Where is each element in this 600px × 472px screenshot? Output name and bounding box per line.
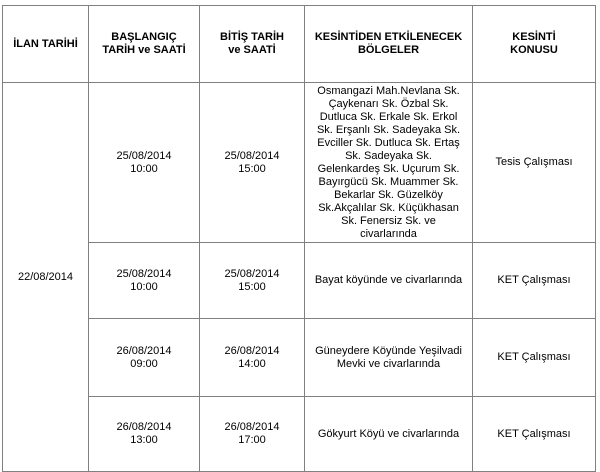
table-row: [3, 83, 596, 243]
text-line: 13:00: [130, 434, 158, 446]
start-datetime: [89, 319, 200, 397]
header-affected-areas: [305, 6, 473, 83]
text-line: Bayat köyünde ve civarlarında: [314, 274, 463, 286]
text-line: Sk. Fenersiz Sk. ve: [341, 214, 436, 227]
text-line: KET Çalışması: [497, 351, 571, 363]
text-line: 26/08/2014: [224, 421, 280, 433]
header-outage-reason: [473, 6, 596, 83]
end-datetime: [200, 243, 305, 319]
affected-areas: [305, 319, 473, 397]
text-line: Mevki ve civarlarında: [336, 357, 441, 370]
start-datetime: [89, 397, 200, 472]
text-line: 09:00: [130, 357, 158, 370]
text-line: 15:00: [238, 280, 266, 293]
end-datetime: [200, 397, 305, 472]
text-line: Dutluca Sk. Erkale Sk. Erkol: [319, 110, 458, 123]
outage-reason: [473, 243, 596, 319]
header-start-datetime: [89, 6, 200, 83]
text-line: İLAN TARİHİ: [13, 37, 78, 50]
text-line: 26/08/2014: [224, 344, 280, 357]
text-line: 25/08/2014: [224, 267, 280, 280]
start-datetime: [89, 243, 200, 319]
affected-areas: [305, 243, 473, 319]
text-line: Bekarlar Sk. Güzelköy: [334, 188, 443, 201]
text-line: Evciller Sk. Dutluca Sk. Ertaş: [317, 136, 460, 149]
text-line: civarlarında: [360, 227, 417, 240]
power-outage-table: [2, 5, 596, 472]
outage-table-wrapper: [2, 5, 596, 472]
text-line: Güneydere Köyünde Yeşilvadi: [315, 344, 462, 357]
text-line: TARİH ve SAATİ: [102, 44, 186, 56]
table-row: [3, 243, 596, 319]
start-datetime: [89, 83, 200, 243]
text-line: Çaykenarı Sk. Özbal Sk.: [328, 97, 449, 110]
text-line: 25/08/2014: [116, 149, 172, 162]
text-line: Tesis Çalışması: [495, 156, 573, 168]
text-line: 17:00: [238, 434, 266, 446]
table-row: [3, 319, 596, 397]
text-line: 25/08/2014: [224, 149, 280, 162]
text-line: Sk. Erşanlı Sk. Sadeyaka Sk.: [316, 123, 461, 136]
affected-areas: [305, 397, 473, 472]
text-line: Osmangazi Mah.Nevlana Sk.: [317, 84, 460, 97]
header-announcement-date: [3, 6, 89, 83]
header-row: [3, 6, 596, 83]
text-line: Sk.Akçalılar Sk. Küçükhasan: [318, 201, 459, 214]
text-line: 15:00: [238, 162, 266, 175]
text-line: BİTİŞ TARİH: [220, 31, 284, 43]
header-end-datetime: [200, 6, 305, 83]
end-datetime: [200, 319, 305, 397]
outage-reason: [473, 397, 596, 472]
text-line: KONUSU: [510, 44, 558, 56]
text-line: 14:00: [238, 357, 266, 370]
affected-areas: [305, 83, 473, 243]
text-line: Bayırgücü Sk. Muammer Sk.: [318, 175, 459, 188]
text-line: KESİNTİDEN ETKİLENECEK: [314, 31, 463, 43]
text-line: Gökyurt Köyü ve civarlarında: [317, 427, 460, 440]
text-line: 26/08/2014: [116, 421, 172, 433]
announcement-date: 22/08/2014: [3, 83, 89, 472]
text-line: BAŞLANGIÇ: [111, 31, 177, 43]
text-line: KET Çalışması: [497, 274, 571, 286]
text-line: ve SAATİ: [228, 44, 276, 56]
table-row: [3, 397, 596, 472]
text-line: Sk. Sadeyaka Sk.: [345, 149, 432, 162]
text-line: KESİNTİ: [512, 31, 556, 43]
end-datetime: [200, 83, 305, 243]
text-line: 25/08/2014: [116, 267, 172, 280]
text-line: KET Çalışması: [497, 427, 571, 440]
text-line: Gelenkardeş Sk. Uçurum Sk.: [317, 162, 460, 175]
text-line: 10:00: [130, 162, 158, 175]
text-line: 10:00: [130, 280, 158, 293]
text-line: 26/08/2014: [116, 344, 172, 357]
text-line: BÖLGELER: [357, 44, 420, 56]
outage-reason: [473, 319, 596, 397]
outage-reason: [473, 83, 596, 243]
